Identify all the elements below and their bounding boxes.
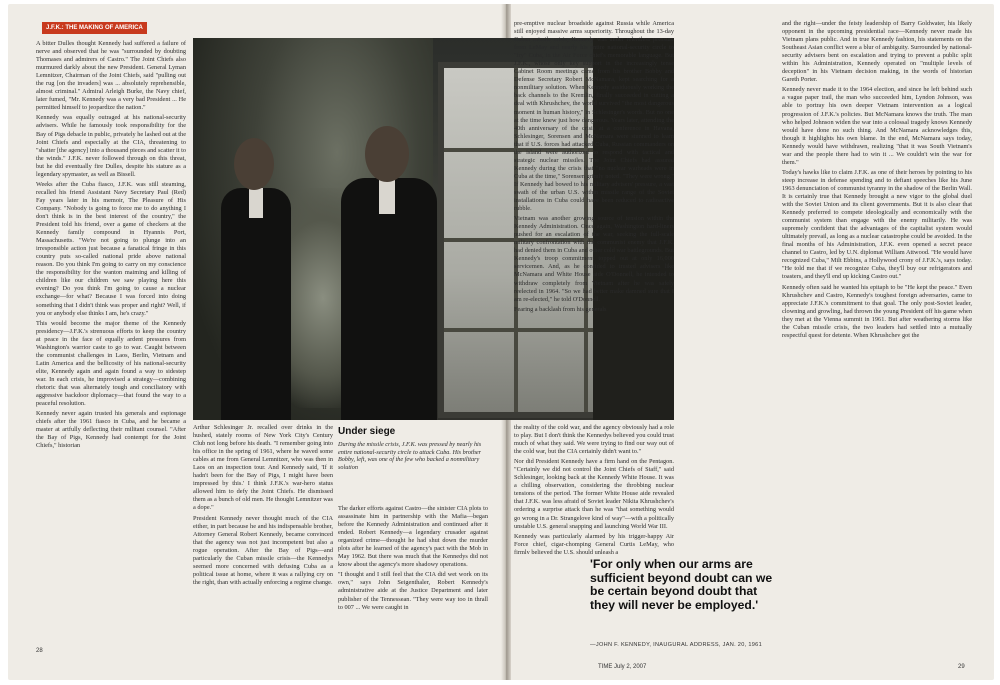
pull-quote-attribution: —JOHN F. KENNEDY, INAUGURAL ADDRESS, JAN. 20, 1961	[590, 642, 762, 648]
right-column-2	[782, 20, 972, 660]
paragraph: Today's hawks like to claim J.F.K. as one of their heroes by pointing to his steep increase in defense spending and to defiant speeches like his June 1963 denunciation of communist tyranny in the shadow of the Berlin Wall. It is certainly true that Kennedy brought a new vigor to the global duel with the Soviet Union and its client governments. But it is also clear that Kennedy preferred to compete ideologically and economically with the communist system than engage with the enemy militarily. He was supremely confident that the advantages of the capitalist system would ultimately prevail, as long as a nuclear catastrophe could be avoided. In the final months of his Administration, J.F.K. even opened a secret peace channel to Castro, led by U.N. diplomat William Attwood. "He would have recognized Cuba," Milt Ebbins, a Hollywood crony of J.F.K.'s, says today. "He told me that if we recognize Cuba, they'll buy our refrigerators and toasters, and they'll end up kicking Castro out."	[782, 168, 972, 281]
page-number-right: 29	[958, 664, 965, 670]
caption-body: During the missile crisis, J.F.K. was pressed by nearly his entire national-security circle to attack Cuba. His brother Bobby, left, was one of the few who backed a nonmilitary solution	[338, 441, 482, 471]
paragraph: Weeks after the Cuba fiasco, J.F.K. was still steaming, recalled his friend Assistant Navy Secretary Paul (Red) Fay years later in his memoir, The Pleasure of His Company. "Nobody is going to force me to do anything I don't think is in the best interest of the country," the President told his friend, over a game of checkers at the Kennedy family compound in Hyannis Port, Massachusetts. "We're not going to plunge into an irresponsible action just because a fanatical fringe in this country puts so-called national pride above national reason. Do you think I'm going to carry on my conscience the responsibility for the wanton maiming and killing of children like our children we saw playing here this evening? Do you think I'm going to cause a nuclear exchange—for what? Because I was forced into doing something that I didn't think was proper and right? Well, if you or anybody else thinks I am, he's crazy."	[36, 180, 186, 317]
paragraph: Vietnam was another growing source of tension within the Kennedy Administration. Once again, Washington hard-liners pushed for an escalation of the war, seeking the full-scale military confrontation with the communist enemy that J.F.K. had denied them in Cuba and other cold war battlegrounds. But Kennedy's troop commitment topped out at only 16,000 servicemen. And, as he confided to trusted advisers like McNamara and White House aide O'Donnell, he intended to withdraw completely from Vietnam after he was safely reelected in 1964. "So we had better make damned sure that I am re-elected," he told O'Donnell.	[514, 215, 674, 303]
issue-folio: TIME July 2, 2007	[598, 664, 647, 670]
paragraph: Nor did President Kennedy have a firm hand on the Pentagon. "Certainly we did not control the Joint Chiefs of Staff," said Schlesinger, looking back at the Kennedy White House. It was a chilling observation, considering the throbbing nuclear tensions of the period. The former White House aide revealed that J.F.K. was less afraid of Soviet leader Nikita Khrushchev's ordering a surprise attack than he was "that something would go wrong in a Dr. Strangelove kind of way"—with a politically unstable U.S. general snapping and launching World War III.	[514, 458, 674, 530]
paragraph: the reality of the cold war, and the agency obviously had a role to play. But I don't think the Kennedys believed you could trust much of what they said. We were trying to find our way out of the cold war, but the CIA certainly didn't want to."	[514, 424, 674, 456]
paragraph: The darker efforts against Castro—the sinister CIA plots to assassinate him in partnership with the Mafia—began before the Kennedy Administration and continued after it ended. Robert Kennedy—a legendary crusader against organized crime—thought he had shut down the murder plots after he learned of the agency's pact with the Mob in May 1962. But there was much that the Kennedys did not know about the agency's more shadowy operations.	[338, 505, 488, 569]
caption-title: Under siege	[338, 426, 396, 437]
john-kennedy-head	[365, 126, 409, 182]
paragraph: Kennedy often said he wanted his epitaph to be "He kept the peace." Even Khrushchev and Castro, Kennedy's toughest foreign adversaries, came to appreciate J.F.K.'s commitment to that goal. The only post-Soviet leader, clowning and growling, had thrown the young President off his game when they met at the Vienna summit in 1961. But after weathering storms like the Cuban missile crisis, the two leaders had settled into a mutually respectful quest for detente. When Khrushchev got the	[782, 283, 972, 339]
left-column-3	[338, 505, 488, 655]
pull-quote: 'For only when our arms are sufficient beyond doubt can we be certain beyond doubt that they will never be employed.'	[590, 557, 773, 612]
paragraph: and the right—under the feisty leadership of Barry Goldwater, his likely opponent in the upcoming presidential race—Kennedy never made his Vietnam plans public. And in true Kennedy fashion, his statements on the Southeast Asian conflict were a blur of ambiguity. Surrounded by national-security advisers bent on escalation and trying to prevent a public split within his Administration, Kennedy operated on "multiple levels of deception" in his Vietnam decision making, in the words of historian Gareth Porter.	[782, 20, 972, 84]
paragraph: "I thought and I still feel that the CIA did wet work on its own," says John Seigenthaler, Robert Kennedy's administrative aide at the Justice Department and later publisher of the Tennessean. "They were way too in thrall to 007 ... We were caught in	[338, 571, 488, 611]
paragraph: Arthur Schlesinger Jr. recalled over drinks in the hushed, stately rooms of New York City's Century Club not long before his death. "I remember going into his office in the spring of 1961, where he waved some cables at me from General Lemnitzer, who was then in Laos on an inspection tour. And Kennedy said, 'If it hadn't been for the Bay of Pigs, I might have been impressed by this.' I think J.F.K.'s war-hero status allowed him to defy the Joint Chiefs. He dismissed them as a bunch of old men. He thought Lemnitzer was a dope."	[193, 424, 333, 512]
robert-kennedy-head	[234, 138, 274, 190]
section-header-label: J.F.K.: THE MAKING OF AMERICA	[42, 22, 147, 34]
paragraph: A bitter Dulles thought Kennedy had suffered a failure of nerve and observed that he was "surrounded by doubting Thomases and admirers of Castro." The Joint Chiefs also murmured darkly about the new President. General Lyman Lemnitzer, Chairman of the Joint Chiefs, said "pulling out the rug [on the invaders] was ... absolutely reprehensible, almost criminal." Admiral Arleigh Burke, the Navy chief, later fumed, "Mr. Kennedy was a very bad President ... He permitted himself to jeopardize the nation."	[36, 40, 186, 112]
right-column-1-bottom	[514, 424, 674, 554]
robert-kennedy-figure	[221, 188, 291, 420]
left-column-2	[193, 424, 333, 652]
paragraph: Kennedy never made it to the 1964 election, and since he left behind such a vague paper trail, the man who succeeded him, Lyndon Johnson, was able to portray his own deeper Vietnam intervention as a logical progression of J.F.K.'s policies. But McNamara knows the truth. The man who helped Johnson widen the war into a colossal tragedy knows Kennedy would have done no such thing. And McNamara acknowledges this, though it highlights his own blame. In the end, McNamara says today, Kennedy would have withdrawn, realizing "that it was South Vietnam's war and the people there had to win it ... We couldn't win the war for them."	[782, 86, 972, 166]
paragraph: Kennedy never again trusted his generals and espionage chiefs after the 1961 fiasco in Cuba, and he became a master at artfully deflecting their militant counsel. "After the Bay of Pigs, Kennedy had contempt for the Joint Chiefs," historian	[36, 410, 186, 450]
paragraph: This would become the major theme of the Kennedy presidency—J.F.K.'s strenuous efforts to keep the country at peace in the face of equally ardent pressures from Washington's warrior caste to go to war. Caught between the communist challenges in Laos, Berlin, Vietnam and Latin America and the bellicosity of his national-security elite, Kennedy again and again found a way to sidestep war. In each crisis, he improvised a strategy—combining rhetoric that was alternately tough and conciliatory with aggressive backdoor diplomacy—that found the way to a peaceful resolution.	[36, 319, 186, 408]
paragraph: Kennedy was equally outraged at his national-security advisers. While he famously took responsibility for the Bay of Pigs debacle in public, privately he lashed out at the Joint Chiefs and especially at the CIA, threatening to "shatter [the agency] into a thousand pieces and scatter it to the winds." J.F.K. never followed through on this threat, but he did eventually fire Dulles, despite his stature as a legendary spymaster, as well as Bissell.	[36, 114, 186, 178]
page-number-left: 28	[36, 648, 43, 654]
paragraph: President Kennedy never thought much of the CIA either, in part because he and his indispensable brother, Attorney General Robert Kennedy, became convinced that the agency was not just incompetent but also a rogue operation. After the Bay of Pigs—and particularly the Cuban missile crisis—the Kennedys seemed more concerned with defusing Cuba as a political issue at home, where it was a rallying cry on the right, than with actually enforcing a regime change.	[193, 514, 333, 586]
paragraph: Fearing a backlash from his generals	[514, 305, 607, 313]
paragraph: pre-emptive nuclear broadside against Russia while America still enjoyed massive arms superiority. Throughout the 13-day Cuban missile crisis, Kennedy was under relentless pressure from LeMay and nearly his entire national-security circle to "fry" Cuba, in the Air Force chief's memorable language. But J.F.K., whose only key support in the increasingly tense Cabinet Room meetings came from his brother Bobby and Defense Secretary Robert McNamara, kept searching for a nonmilitary solution. When Kennedy assiduously working the back channels to the Kremlin, finally succeeded in cutting a deal with Khrushchev, the world survived "the most dangerous moment in human history," in Schlesinger's words. But no one at the time knew just how dangerous. Years later, attending the 40th anniversary of the crisis at a conference in Havana, Schlesinger, Sorensen and McNamara were stunned to learn that if U.S. forces had attacked Cuba, Russian commanders on the island were authorized to respond with tactical and strategic nuclear missiles. The Joint Chiefs had assured Kennedy during the crisis that "no nuclear warheads were in Cuba at the time," Sorensen grimly noted. "They were wrong." If Kennedy had bowed to his military advisers' pressure, a vast swath of the urban U.S. within missile range of the Soviet installations in Cuba could have been reduced to radioactive rubble.	[514, 20, 674, 213]
john-kennedy-figure	[341, 178, 437, 420]
left-column-1	[36, 40, 186, 648]
paragraph: Kennedy was particularly alarmed by his trigger-happy Air Force chief, cigar-chomping General Curtis LeMay, who firmly believed the U.S. should unleash a	[514, 532, 674, 554]
right-column-1-top	[514, 20, 674, 424]
